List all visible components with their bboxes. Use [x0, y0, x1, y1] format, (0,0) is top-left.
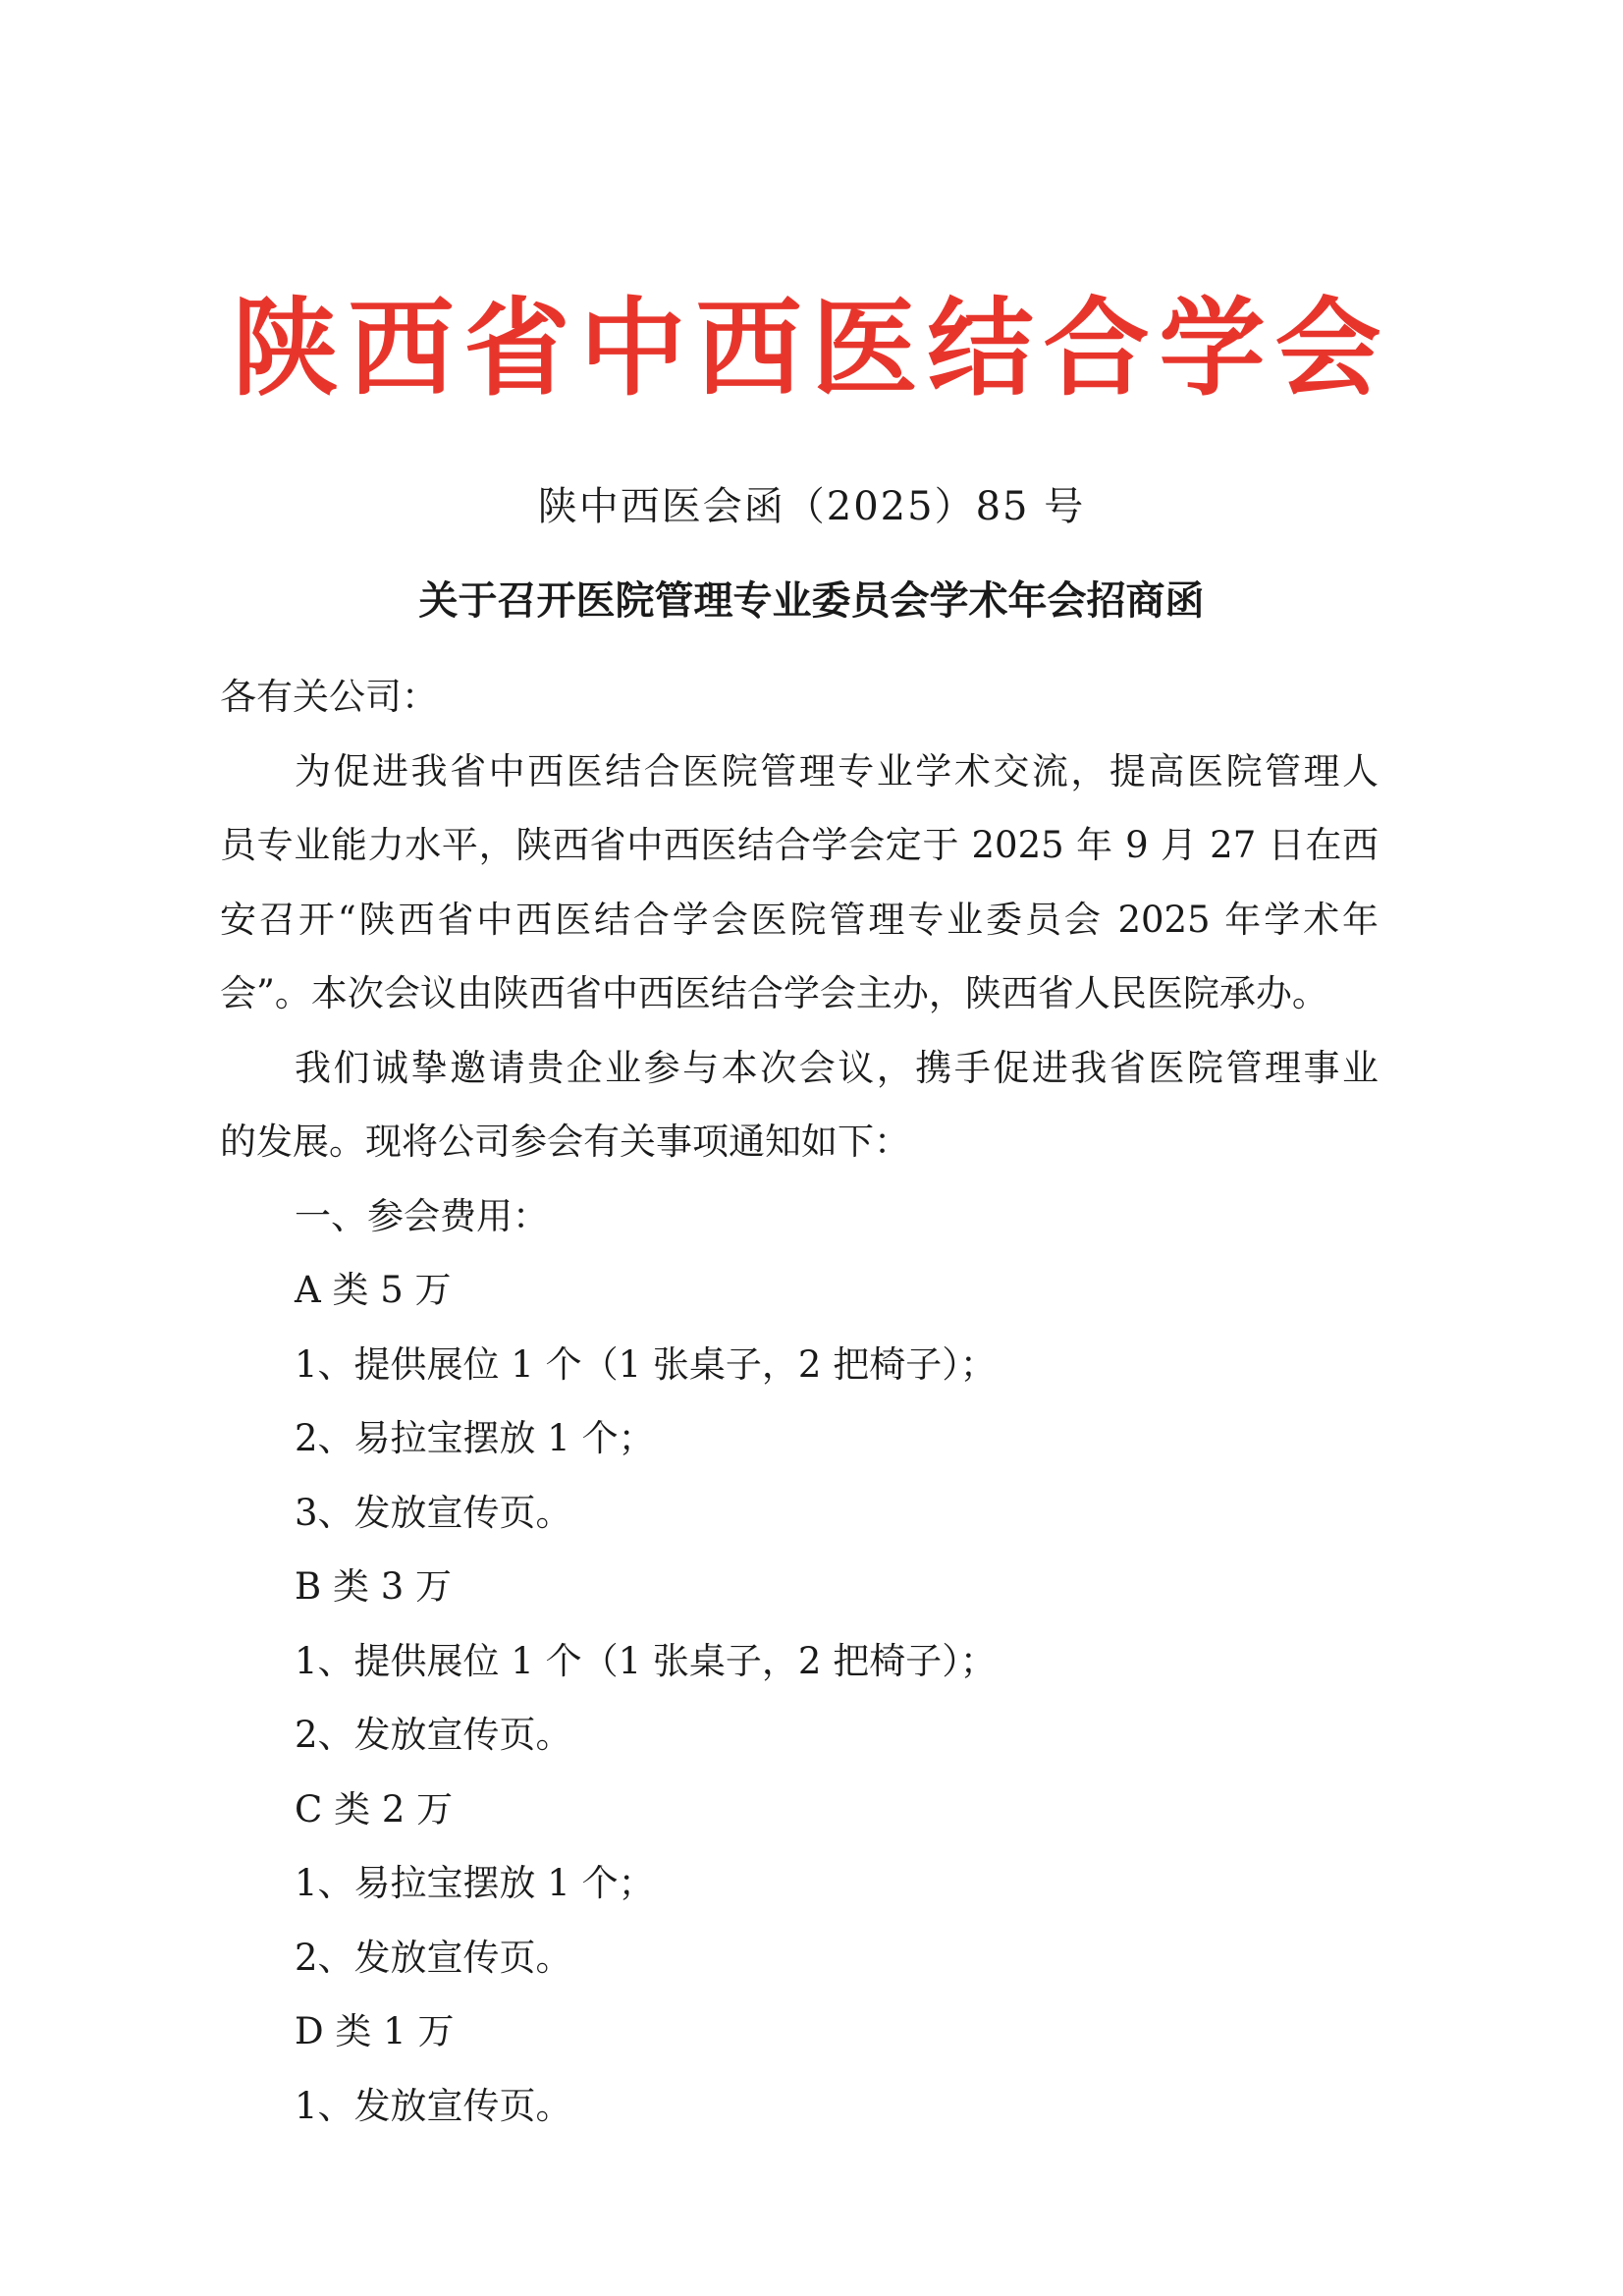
- paragraph-line: 我们诚挚邀请贵企业参与本次会议，携手促进我省医院管理事业: [295, 1046, 1379, 1089]
- tier-d-item: 1、发放宣传页。: [295, 2084, 572, 2127]
- paragraph-line: 员专业能力水平，陕西省中西医结合学会定于 2025 年 9 月 27 日在西: [220, 824, 1379, 866]
- tier-a-label: A 类 5 万: [295, 1269, 452, 1311]
- paragraph-line: 会”。本次会议由陕西省中西医结合学会主办，陕西省人民医院承办。: [220, 972, 1328, 1014]
- tier-b-item: 2、发放宣传页。: [295, 1714, 572, 1756]
- tier-b-label: B 类 3 万: [295, 1565, 453, 1608]
- document-number: 陕中西医会函（2025）85 号: [537, 484, 1086, 529]
- tier-a-item: 1、提供展位 1 个（1 张桌子，2 把椅子）；: [295, 1342, 997, 1386]
- tier-c-item: 2、发放宣传页。: [295, 1936, 572, 1979]
- tier-c-label: C 类 2 万: [295, 1787, 454, 1831]
- tier-b-item: 1、提供展位 1 个（1 张桌子，2 把椅子）；: [295, 1639, 997, 1682]
- tier-a-item: 3、发放宣传页。: [295, 1491, 572, 1534]
- paragraph-line: 为促进我省中西医结合医院管理专业学术交流，提高医院管理人: [295, 749, 1379, 793]
- tier-c-item: 1、易拉宝摆放 1 个；: [295, 1862, 655, 1904]
- paragraph-line: 安召开“陕西省中西医结合学会医院管理专业委员会 2025 年学术年: [220, 898, 1379, 941]
- tier-d-label: D 类 1 万: [295, 2010, 455, 2052]
- section-heading-fees: 一、参会费用：: [295, 1194, 549, 1237]
- organization-header: 陕西省中西医结合学会: [232, 287, 1391, 410]
- document-title: 关于召开医院管理专业委员会学术年会招商函: [418, 578, 1205, 624]
- paragraph-line: 的发展。现将公司参会有关事项通知如下：: [220, 1121, 910, 1163]
- tier-a-item: 2、易拉宝摆放 1 个；: [295, 1417, 655, 1459]
- letter-body: [220, 660, 1379, 2143]
- salutation: 各有关公司：: [220, 676, 438, 718]
